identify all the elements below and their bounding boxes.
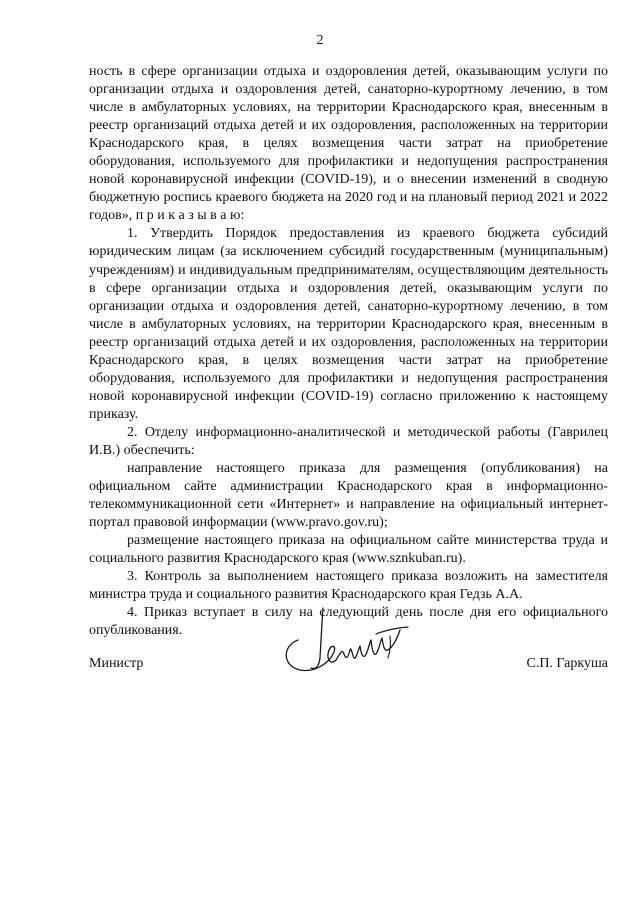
signatory-title: Министр bbox=[89, 656, 144, 671]
signature-block bbox=[89, 647, 608, 671]
paragraph-item-4: 4. Приказ вступает в силу на следующий день после дня его официального опубликования. bbox=[89, 605, 608, 639]
paragraph-item-2: 2. Отделу информационно-аналитической и методической работы (Гаврилец И.В.) обеспечить: bbox=[89, 424, 608, 458]
signatory-name: С.П. Гаркуша bbox=[526, 656, 608, 671]
paragraph-item-1: 1. Утвердить Порядок предоставления из краевого бюджета субсидий юридическим лицам (за исключением субсидий государственным (муниципальным) учреждениям) и индивидуальным предпринимателям, осуществляющим деятельность в сфере организации отдыха и оздоровления детей, оказывающим услуги по организации отдыха и оздоровления детей, санаторно-курортному лечению, в том числе в амбулаторных условиях, на территории Краснодарского края, внесенным в реестр организаций отдыха детей и их оздоровления, расположенных на территории Краснодарского края, в целях возмещения части затрат на приобретение оборудования, используемого для профилактики и недопущения распространения новой коронавирусной инфекции (COVID-19) согласно приложению к настоящему приказу. bbox=[89, 226, 608, 422]
paragraph-continuation: ность в сфере организации отдыха и оздоровления детей, оказывающим услуги по организации отдыха и оздоровления детей, санаторно-курортному лечению, в том числе в амбулаторных условиях, на территории Краснодарского края, внесенным в реестр организаций отдыха детей и их оздоровления, расположенных на территории Краснодарского края, в целях возмещения части затрат на приобретение оборудования, используемого для профилактики и недопущения распространения новой коронавирусной инфекции (COVID-19), и о внесении изменений в сводную бюджетную роспись краевого бюджета на 2020 год и на плановый период 2021 и 2022 годов», п р и к а з ы в а ю: bbox=[89, 64, 608, 224]
paragraph-publication-portal: направление настоящего приказа для размещения (опубликования) на официальном сайте администрации Краснодарского края в информационно-телекоммуникационной сети «Интернет» и направление на официальный интернет-портал правовой информации (www.pravo.gov.ru); bbox=[89, 461, 608, 531]
page-number: 2 bbox=[316, 33, 324, 48]
paragraph-publication-ministry: размещение настоящего приказа на официальном сайте министерства труда и социального развития Краснодарского края (www.sznkuban.ru). bbox=[89, 533, 608, 567]
document-body bbox=[89, 63, 608, 641]
paragraph-item-3: 3. Контроль за выполнением настоящего приказа возложить на заместителя министра труда и социального развития Краснодарского края Гедзь А.А. bbox=[89, 569, 608, 603]
